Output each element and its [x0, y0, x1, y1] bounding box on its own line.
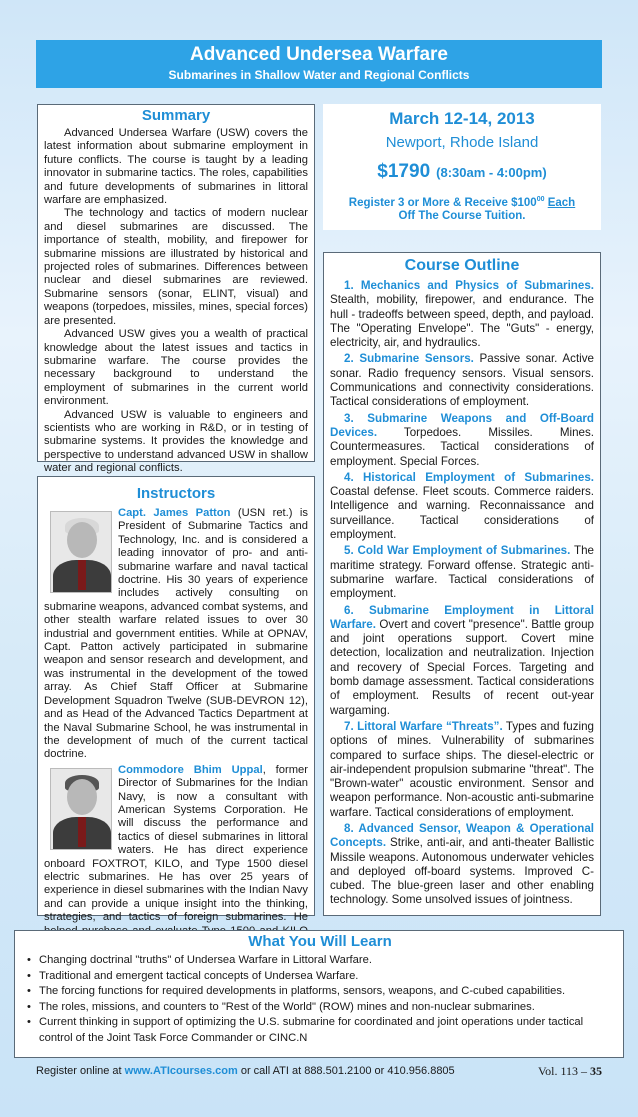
outline-item-heading: 7. Littoral Warfare “Threats”.	[344, 719, 503, 733]
page-num: 35	[590, 1064, 602, 1078]
learn-item: • Changing doctrinal "truths" of Undersea Warfare in Littoral Warfare.	[27, 953, 613, 969]
outline-item-body: Passive sonar. Active sonar. Radio frequency sensors. Visual sensors. Communications and connectivity considerations. Tactical considerations of employment.	[330, 352, 594, 409]
summary-paragraph: The technology and tactics of modern nuclear and diesel submarines are discussed. The importance of stealth, mobility, and firepower for submarine missions are illustrated by historical and projected roles of submarines. Differences between nuclear and diesel submarines are reviewed. Submarine sensors (sonar, ELINT, visual) and weapons (torpedoes, missiles, mines, special forces) are presented.	[44, 207, 308, 327]
volume-label: Vol. 113 –	[537, 1064, 590, 1078]
instructor-name: Commodore Bhim Uppal	[118, 763, 263, 776]
offer-text: Register 3 or More & Receive $100	[348, 196, 537, 209]
outline-item-body: Torpedoes. Missiles. Mines. Countermeasures. Tactical considerations of employment. Special Forces.	[330, 425, 594, 468]
page-footer	[36, 1064, 602, 1078]
instructor-bio	[44, 507, 308, 762]
outline-item-heading: 5. Cold War Employment of Submarines.	[344, 544, 571, 558]
offer-each: Each	[547, 196, 576, 209]
learn-title: What You Will Learn	[248, 933, 392, 950]
footer-url-link[interactable]: www.ATIcourses.com	[124, 1065, 238, 1077]
outline-item-body: Coastal defense. Fleet scouts. Commerce raiders. Intelligence and warning. Reconnaissance and surveillance. Tactical considerations of employment.	[330, 485, 594, 542]
instructor-text: , former Director of Submarines for the Indian Navy, is now a consultant with American Systems Corporation. He will discuss the performance and tactics of diesel submarines in littoral waters. He has direct experience onboard FOXTROT, KILO, and Type 1500 diesel electric submarines. He has over 25 years of experience in diesel submarines with the Indian Navy and can provide a unique insight into the thinking, strategies, and tactics of foreign submarines. He	[44, 763, 308, 924]
footer-phone: or call ATI at 888.501.2100 or 410.956.8805	[237, 1065, 455, 1077]
instructor-photo	[50, 768, 112, 850]
instructors-title: Instructors	[136, 485, 216, 502]
instructor-name: Capt. James Patton	[118, 507, 231, 519]
outline-item-heading: 2. Submarine Sensors.	[344, 352, 474, 366]
outline-item-heading: 4. Historical Employment of Submarines.	[344, 470, 594, 484]
outline-item-body: Strike, anti-air, and anti-theater Ballistic Missile weapons. Autonomous underwater vehicles and deployed off-board systems. Improved C-cubed. The blue-green laser and other enabling technology. Some unsolved issues of jointness.	[330, 836, 594, 907]
outline-title: Course Outline	[404, 257, 520, 274]
outline-item-body: The maritime strategy. Forward offense. Strategic anti-submarine warfare. Tactical considerations of employment.	[330, 544, 594, 601]
event-box	[323, 104, 601, 230]
event-hours: (8:30am - 4:00pm)	[436, 165, 547, 180]
instructor-bio	[44, 764, 308, 952]
instructor-text: (USN ret.) is President of Submarine Tactics and Technology, Inc. and is considered a leading innovator of pro- and anti-submarine warfare and naval tactical doctrine. His 30 years of experience includes actively consulting on submarine weapons, advanced combat systems, and other stealth warfare related issues to over 30 industrial and government entities. While at OPNAV, Capt. Patton actively participated in submarine weapon and sensor research and development, and was instrumental in the development of the towed array. As Chief Staff Officer at Submarine Development Squadron Twelve (SUB-DEVRON 12), and as Head of the Advanced Tactics Department at the Naval Submarine School, he was instrumental in the development of much of the current tactical doctrine.	[44, 507, 308, 761]
instructors-box	[37, 476, 315, 924]
outline-item	[330, 412, 594, 469]
summary-paragraph: Advanced USW is valuable to engineers and scientists who are working in R&D, or in testing of submarine systems. It provides the knowledge and perspective to understand advanced USW in shallow water and regional conflicts.	[44, 408, 308, 475]
summary-title: Summary	[141, 107, 211, 124]
learn-item: • Current thinking in support of optimizing the U.S. submarine for coordinated and joint operations under tactical control of the Joint Task Force Commander or CINC.N	[27, 1015, 613, 1046]
outline-item-heading: 6. Submarine Employment in Littoral Warfare.	[330, 603, 594, 631]
learn-item: • The roles, missions, and counters to "Rest of the World" (ROW) mines and non-nuclear submarines.	[27, 1000, 613, 1016]
summary-box	[37, 104, 315, 475]
outline-item	[330, 471, 594, 542]
course-outline-box	[323, 252, 601, 916]
event-date: March 12-14, 2013	[389, 109, 535, 128]
learn-item: • Traditional and emergent tactical concepts of Undersea Warfare.	[27, 969, 613, 985]
outline-item-body: Overt and covert "presence". Battle group and joint operations support. Covert mine detection, localization and neutralization. Injection and recovery of Special Forces. Targeting and bomb damage assessment. Tactical considerations of employment. Results of recent out-year wargaming.	[330, 617, 594, 717]
course-subtitle: Submarines in Shallow Water and Regional Conflicts	[168, 68, 470, 82]
outline-item	[330, 279, 594, 350]
page-header	[36, 40, 602, 88]
outline-item	[330, 352, 594, 409]
outline-item-heading: 8. Advanced Sensor, Weapon & Operational Concepts.	[330, 821, 594, 850]
outline-item	[330, 720, 594, 820]
learn-list	[27, 953, 613, 1047]
course-title: Advanced Undersea Warfare	[189, 44, 448, 65]
outline-item-heading: 1. Mechanics and Physics of Submarines.	[344, 279, 594, 292]
outline-item	[330, 604, 594, 718]
outline-item	[330, 544, 594, 601]
learning-objectives-box	[14, 930, 624, 1058]
group-offer	[323, 193, 601, 223]
learn-item: • The forcing functions for required developments in platforms, sensors, weapons, and C-cubed capabilities.	[27, 984, 613, 1000]
outline-item-body: Types and fuzing options of mines. Vulnerability of submarines compared to surface ships. The diesel-electric or air-independent propulsion submarine "threat". The "Brown-water" acoustic environment. Sensor and weapon performance. Non-acoustic anti-submarine warfare. Tactical considerations of employment.	[330, 719, 595, 819]
event-price-line	[323, 158, 601, 187]
offer-text-2: Off The Course Tuition.	[398, 209, 526, 222]
outline-item-body: Stealth, mobility, firepower, and endurance. The hull - tradeoffs between speed, depth, and payload. The "Operating Envelope". The "Guts" - energy, electricity, air, and hydraulics.	[330, 293, 594, 350]
summary-paragraph: Advanced USW gives you a wealth of practical knowledge about the latest issues and tactics in submarine warfare. The course provides the necessary background to understand the employment of submarines in the current world environment.	[44, 328, 308, 408]
instructor-photo	[50, 511, 112, 593]
summary-paragraph: Advanced Undersea Warfare (USW) covers the latest information about submarine employment in future conflicts. The course is taught by a leading innovator in submarine tactics. The roles, capabilities and future developments of submarines in littoral warfare are emphasized.	[44, 127, 308, 207]
event-price: $1790	[377, 161, 431, 182]
event-location: Newport, Rhode Island	[385, 134, 539, 151]
offer-sup: 00	[536, 196, 545, 203]
outline-item	[330, 822, 594, 908]
footer-prefix: Register online at	[36, 1065, 125, 1077]
outline-item-heading: 3. Submarine Weapons and Off-Board Devices.	[330, 411, 594, 439]
page-number	[538, 1064, 602, 1078]
